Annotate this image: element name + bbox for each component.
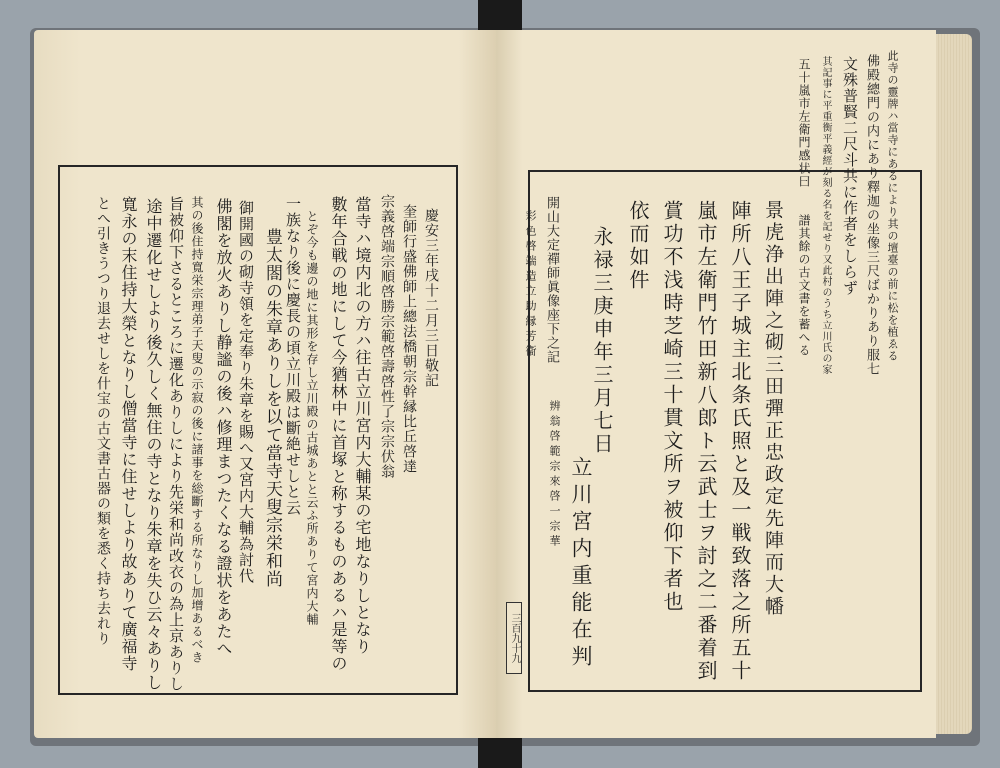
left-col-13: 途中遷化せしより後久しく無住の寺となり朱章を失ひ云々ありし xyxy=(144,198,163,691)
left-col-15: とへ引きうつり退去せしを什宝の古文書古器の類を悉く持ち去れり xyxy=(95,196,111,646)
right-header-col-5: 五十嵐市左衛門感状曰 譜其餘の古文書を蓄へる xyxy=(797,58,811,357)
folio-number: 三百九十九 xyxy=(506,602,522,674)
left-col-10: 佛閣を放火ありし静謐の後ハ修理まつたくなる證状をあたへ xyxy=(214,198,233,657)
left-col-12: 旨被仰下さるところに遷化ありしにより先栄和尚改衣の為上京ありし xyxy=(167,196,185,692)
right-header-col-2: 佛殿總門の内にあり釋迦の坐像三尺ばかりあり服七 xyxy=(864,54,879,376)
document-date: 永禄三庚申年三月七日 xyxy=(590,226,614,456)
document-signature: 立川宮内重能在判 xyxy=(569,456,593,672)
left-col-14: 寬永の末住持大榮となりし僧當寺に住せしより故ありて廣福寺 xyxy=(119,196,138,672)
spine-band-bottom xyxy=(478,736,522,768)
document-col-2: 陣所八王子城主北条氏照と及一戦致落之所五十 xyxy=(728,200,752,683)
left-col-9: 御開國の砌寺領を定奉り朱章を賜へ又宮内大輔為討代 xyxy=(237,200,255,584)
document-col-5: 依而如件 xyxy=(626,200,650,292)
document-col-1: 景虎浄出陣之砌三田彈正忠政定先陣而大幡 xyxy=(762,200,784,618)
temple-record-col-1: 彩色啓端造立助縁芳衞 xyxy=(524,210,537,360)
left-col-4: 當寺ハ境内北の方ハ往古立川宮内大輔某の宅地なりしとなり xyxy=(353,196,372,655)
right-header-col-4: 其記事に平重衡平義經が刻る名を記せり又此村のうち立川氏の家 xyxy=(820,56,831,375)
temple-record-col-2: 辨翁啓範宗來啓一宗華 xyxy=(548,400,561,550)
left-col-6: とぞ今も邊の地に其形を存し立川殿の古城あとと云ふ所ありて宮内大輔 xyxy=(305,210,319,626)
left-col-7: 一族なり後に慶長の頃立川殿は斷絶せしと云 xyxy=(284,196,302,516)
left-col-3: 宗義啓端宗順啓勝宗範啓壽啓性了宗宗伏翁 xyxy=(379,194,395,479)
document-col-3: 嵐市左衛門竹田新八郎ト云武士ヲ討之二番着到 xyxy=(694,200,718,683)
left-col-5: 數年合戦の地にして今猶林中に首塚と称するものあるハ是等の xyxy=(329,196,348,672)
right-header-col-3: 文殊普賢二尺斗共に作者をしらず xyxy=(841,56,859,296)
page-edges xyxy=(936,34,972,734)
temple-record-header: 開山大定禪師眞像座下之記 xyxy=(544,196,559,364)
left-col-8: 豊太閤の朱章ありしを以て當寺天叟宗栄和尚 xyxy=(262,228,282,588)
left-col-2: 奎師行盛佛師上總法橋朝宗幹縁比丘啓達 xyxy=(401,204,417,474)
document-col-4: 賞功不浅時芝崎三十貫文所ヲ被仰下者也 xyxy=(660,200,684,614)
left-col-1: 慶安三年戌十二月三日敬記 xyxy=(423,208,439,388)
right-header-col-1: 此寺の靈牌ハ當寺にあるにより其の壇臺の前に松を植ゑる xyxy=(886,50,899,362)
left-col-11: 其の後住持寬栄宗理弟子天叟の示寂の後に諸事を総斷する所なりし加增あるべき xyxy=(190,196,204,664)
